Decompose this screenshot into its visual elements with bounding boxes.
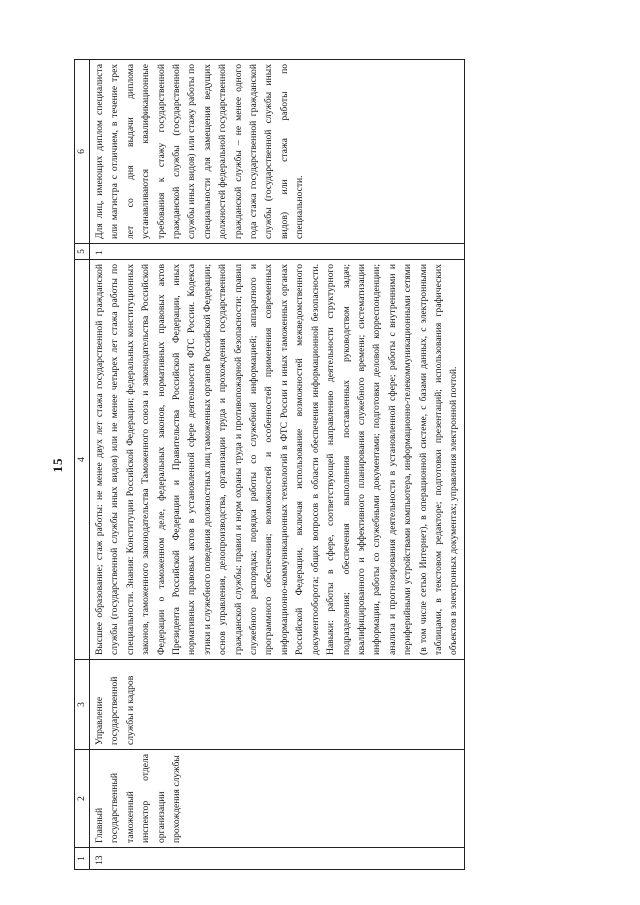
column-header: 3 (75, 660, 90, 750)
column-header: 5 (75, 244, 90, 260)
row-number: 13 (90, 848, 465, 870)
note-text: Для лиц, имеющих диплом специалиста или магистра с отличием, в течение трех лет со дня выдачи диплома устанавливаются квалификационные требования к стажу государственной гражданской службы (государственной службы иных видов) или стажу работы по специальности для замещения ведущих должностей федеральной государственной гражданской службы – не менее одного года стажа государственной гражданской службы (государственной службы иных видов) или стажа работы по специальности. (90, 60, 465, 244)
rotated-content (50, 60, 590, 870)
table-row (90, 60, 465, 870)
column-header: 1 (75, 848, 90, 870)
page-number: 15 (50, 457, 65, 473)
column-header: 6 (75, 60, 90, 244)
qualification-requirements: Высшее образование; стаж работы: не менее двух лет стажа государственной гражданской службы (государственной службы иных видов) или не менее четырех лет стажа работы по специальности. Знания: Конституции Российской Федерации; федеральных конституционных законов, таможенного законодательства Таможенного союза и законодательства Российской Федерации о таможенном деле, федеральных законов, нормативных правовых актов Президента Российской Федерации и Правительства Российской Федерации, иных нормативных правовых актов в установленной сфере деятельности ФТС России. Кодекса этики и служебного поведения должностных лиц таможенных органов Российской Федерации; основ управления, делопроизводства, организации труда и прохождения государственной гражданской службы; правил и норм охраны труда и противопожарной безопасности; правил служебного распорядка; порядка работы со служебной информацией; аппаратного и программного обеспечения; возможностей и особенностей применения современных информационно-коммуникационных технологий в ФТС России и иных таможенных органах Российской Федерации, включая использование возможностей межведомственного документооборота; общих вопросов в области обеспечения информационной безопасности. Навыки: работы в сфере, соответствующей направлению деятельности структурного подразделения; обеспечения выполнения поставленных руководством задач; квалифицированного и эффективного планирования служебного времени; систематизации информации, работы со служебными документами; подготовки деловой корреспонденции; анализа и прогнозирования деятельности в установленной сфере; работы с внутренними и периферийными устройствами компьютера, информационно-телекоммуникационными сетями (в том числе сетью Интернет), в операционной системе, с базами данных, с электронными таблицами, в текстовом редакторе; подготовки презентаций; использования графических объектов в электронных документах; управления электронной почтой. (90, 260, 465, 660)
department-name: Управление государственной службы и кадров (90, 660, 465, 750)
requirements-table (74, 59, 465, 870)
column-header: 4 (75, 260, 90, 660)
column-header: 2 (75, 750, 90, 848)
header-row (75, 60, 90, 870)
position-title: Главный государственный таможенный инспектор отдела организации прохождения службы (90, 750, 465, 848)
column-5-value: 1 (90, 244, 465, 260)
